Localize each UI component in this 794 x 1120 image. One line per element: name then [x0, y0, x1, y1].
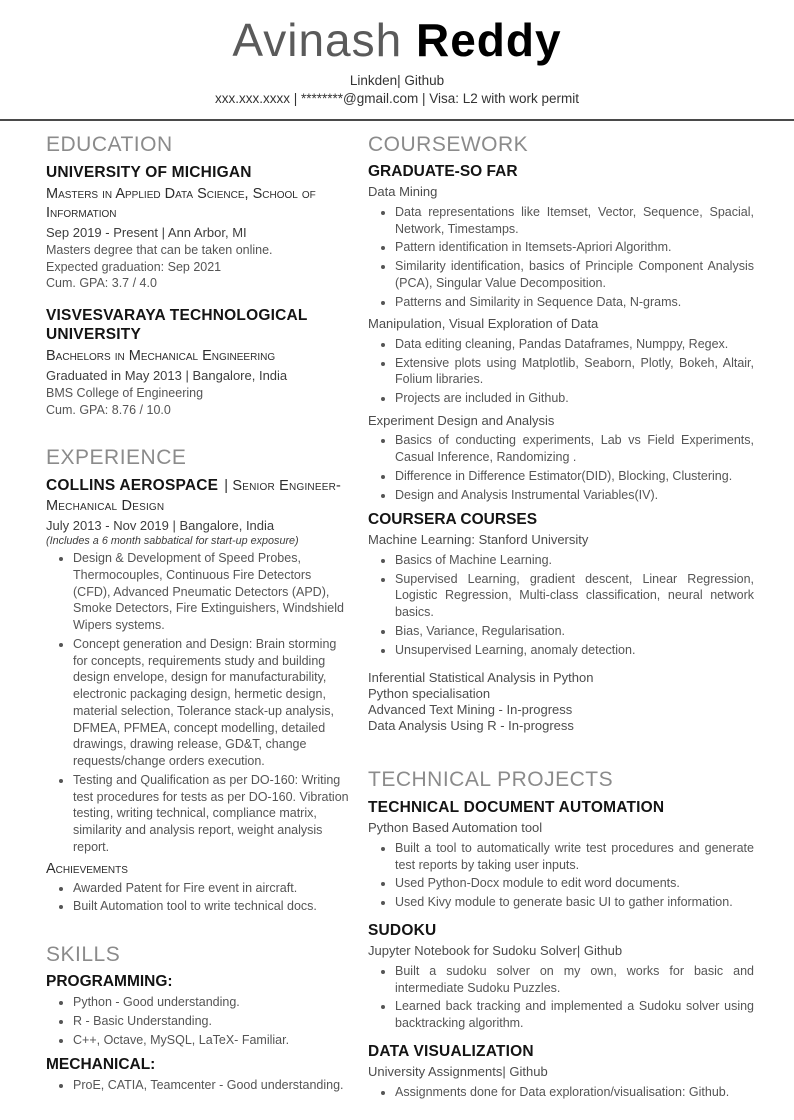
- person-name: [0, 16, 794, 64]
- bullet-item: • Used Python-Docx module to edit word documents.: [395, 875, 754, 892]
- bullet-item: • C++, Octave, MySQL, LaTeX- Familiar.: [73, 1032, 352, 1049]
- graduate-subheading: GRADUATE-SO FAR: [368, 163, 518, 181]
- other-course-line: Data Analysis Using R - In-progress: [368, 718, 574, 734]
- dates-line: Graduated in May 2013 | Bangalore, India: [46, 368, 288, 384]
- detail-line: Cum. GPA: 8.76 / 10.0: [46, 402, 171, 417]
- skills-section: [46, 943, 352, 1094]
- header: [0, 0, 794, 106]
- bullet-item: • Built a tool to automatically write test procedures and generate test reports by taking user inputs.: [395, 840, 754, 874]
- bullet-item: • Patterns and Similarity in Sequence Data, N-grams.: [395, 294, 754, 311]
- bullet-item: • Pattern identification in Itemsets-Apriori Algorithm.: [395, 239, 754, 256]
- experience-bullet-list: [46, 550, 352, 856]
- skills-group-programming: PROGRAMMING:: [46, 973, 173, 991]
- coursera-bullet-list: [368, 552, 754, 659]
- resume-body: [0, 121, 794, 1120]
- degree-line: Masters in Applied Data Science, School of Information: [46, 185, 316, 221]
- left-column: [46, 129, 352, 1120]
- course-group-label: Data Mining: [368, 184, 438, 200]
- sabbatical-note: (Includes a 6 month sabbatical for start-up exposure): [46, 535, 299, 548]
- company-role-line: [46, 476, 352, 515]
- bullet-item: • Python - Good understanding.: [73, 994, 352, 1011]
- project-bullet-list: [368, 963, 754, 1032]
- coursework-section: [368, 133, 754, 734]
- manipulation-bullet-list: [368, 336, 754, 407]
- education-section: [46, 133, 352, 418]
- experience-section: [46, 446, 352, 915]
- github-link[interactable]: Github: [404, 73, 445, 89]
- bullet-item: • Supervised Learning, gradient descent, Linear Regression, Logistic Regression, Multi-class classification, neural network basics.: [395, 571, 754, 621]
- job-role: | Senior Engineer-Mechanical Design: [46, 478, 342, 514]
- bullet-item: • Built Automation tool to write technical docs.: [73, 898, 352, 915]
- bullet-item: • Testing and Qualification as per DO-160: Writing test procedures for tests as per DO-160. Vibration testing, writing technical, compliance matrix, similarity and analysis report, weight analysis report.: [73, 772, 352, 856]
- linkedin-link[interactable]: Linkden: [349, 73, 398, 89]
- programming-bullet-list: [46, 994, 352, 1048]
- other-course-line: Advanced Text Mining - In-progress: [368, 702, 573, 718]
- experiment-design-bullet-list: [368, 432, 754, 503]
- bullet-item: • Data editing cleaning, Pandas Dataframes, Numppy, Regex.: [395, 336, 754, 353]
- detail-line: Masters degree that can be taken online.: [46, 243, 273, 258]
- bullet-item: • Built a sudoku solver on my own, works for basic and intermediate Sudoku Puzzles.: [395, 963, 754, 997]
- links-line: [0, 73, 794, 88]
- skills-group-mechanical: MECHANICAL:: [46, 1056, 156, 1074]
- course-group-label: Experiment Design and Analysis: [368, 412, 555, 428]
- achievements-bullet-list: [46, 880, 352, 916]
- bullet-item: • Awarded Patent for Fire event in aircraft.: [73, 880, 352, 897]
- project-subtitle: Python Based Automation tool: [368, 820, 543, 836]
- detail-line: Expected graduation: Sep 2021: [46, 259, 222, 274]
- bullet-item: • Data representations like Itemset, Vector, Sequence, Spacial, Network, Timestamps.: [395, 204, 754, 238]
- bullet-item: • Used Kivy module to generate basic UI to gather information.: [395, 894, 754, 911]
- company-name: COLLINS AEROSPACE: [46, 477, 219, 495]
- bullet-item: • Unsupervised Learning, anomaly detection.: [395, 642, 754, 659]
- mechanical-bullet-list: [46, 1077, 352, 1094]
- bullet-item: • Assignments done for Data exploration/visualisation: Github.: [395, 1084, 754, 1101]
- course-group-label: Manipulation, Visual Exploration of Data: [368, 316, 599, 332]
- experience-heading: EXPERIENCE: [46, 446, 187, 470]
- school-name: UNIVERSITY OF MICHIGAN: [46, 164, 252, 182]
- achievements-label: Achievements: [46, 860, 128, 877]
- education-entry-michigan: [46, 163, 352, 292]
- bullet-item: • Basics of conducting experiments, Lab vs Field Experiments, Casual Inference, Randomizing .: [395, 432, 754, 466]
- bullet-item: • Learned back tracking and implemented a Sudoku solver using backtracking algorithm.: [395, 998, 754, 1032]
- technical-projects-heading: TECHNICAL PROJECTS: [368, 767, 614, 791]
- contact-line: xxx.xxx.xxxx | ********@gmail.com | Visa: L2 with work permit: [214, 91, 580, 107]
- bullet-item: • Bias, Variance, Regularisation.: [395, 623, 754, 640]
- bullet-item: • R - Basic Understanding.: [73, 1013, 352, 1030]
- project-bullet-list: [368, 1084, 754, 1101]
- bullet-item: • Design and Analysis Instrumental Variables(IV).: [395, 487, 754, 504]
- project-name: DATA VISUALIZATION: [368, 1042, 534, 1060]
- bullet-item: • Extensive plots using Matplotlib, Seaborn, Plotly, Bokeh, Altair, Folium libraries.: [395, 355, 754, 389]
- detail-line: BMS College of Engineering: [46, 386, 204, 401]
- detail-line: Cum. GPA: 3.7 / 4.0: [46, 276, 157, 291]
- bullet-item: • Design & Development of Speed Probes, Thermocouples, Continuous Fire Detectors (CFD), Advanced Pneumatic Detectors (APD), Smoke Detectors, Fire Extinguishers, Windshield Wipers systems.: [73, 550, 352, 634]
- bullet-item: • ProE, CATIA, Teamcenter - Good understanding.: [73, 1077, 352, 1094]
- last-name: Reddy: [416, 14, 562, 66]
- education-entry-vtu: [46, 306, 352, 419]
- school-name: VISVESVARAYA TECHNOLOGICAL UNIVERSITY: [46, 306, 308, 344]
- other-course-line: Python specialisation: [368, 686, 491, 702]
- course-group-label: Machine Learning: Stanford University: [368, 532, 589, 548]
- skills-heading: SKILLS: [46, 943, 121, 967]
- bullet-item: • Basics of Machine Learning.: [395, 552, 754, 569]
- bullet-item: • Concept generation and Design: Brain storming for concepts, requirements study and building design envelope, design for manufacturability, electronic packaging design, hermetic design, material selection, Tolerance stack-up analysis, DFMEA, PFMEA, concept modelling, detailed drawings, drawing release, GD&T, change requests/change orders execution.: [73, 636, 352, 770]
- project-bullet-list: [368, 840, 754, 911]
- project-name: SUDOKU: [368, 921, 437, 939]
- data-mining-bullet-list: [368, 204, 754, 311]
- project-name: TECHNICAL DOCUMENT AUTOMATION: [368, 798, 665, 816]
- project-subtitle: University Assignments| Github: [368, 1064, 548, 1080]
- other-course-line: Inferential Statistical Analysis in Python: [368, 670, 594, 686]
- bullet-item: • Difference in Difference Estimator(DID), Blocking, Clustering.: [395, 468, 754, 485]
- project-subtitle: Jupyter Notebook for Sudoku Solver| Github: [368, 943, 623, 959]
- first-name: Avinash: [232, 14, 403, 66]
- other-courses-block: [368, 670, 754, 733]
- link-separator: |: [397, 73, 405, 89]
- bullet-item: • Similarity identification, basics of Principle Component Analysis (PCA), Singular Value Decomposition.: [395, 258, 754, 292]
- dates-line: July 2013 - Nov 2019 | Bangalore, India: [46, 518, 275, 534]
- degree-line: Bachelors in Mechanical Engineering: [46, 347, 276, 364]
- right-column: [368, 129, 754, 1120]
- technical-projects-section: [368, 768, 754, 1101]
- bullet-item: • Projects are included in Github.: [395, 390, 754, 407]
- coursera-subheading: COURSERA COURSES: [368, 511, 538, 529]
- education-heading: EDUCATION: [46, 133, 173, 157]
- dates-line: Sep 2019 - Present | Ann Arbor, MI: [46, 225, 247, 241]
- coursework-heading: COURSEWORK: [368, 133, 529, 157]
